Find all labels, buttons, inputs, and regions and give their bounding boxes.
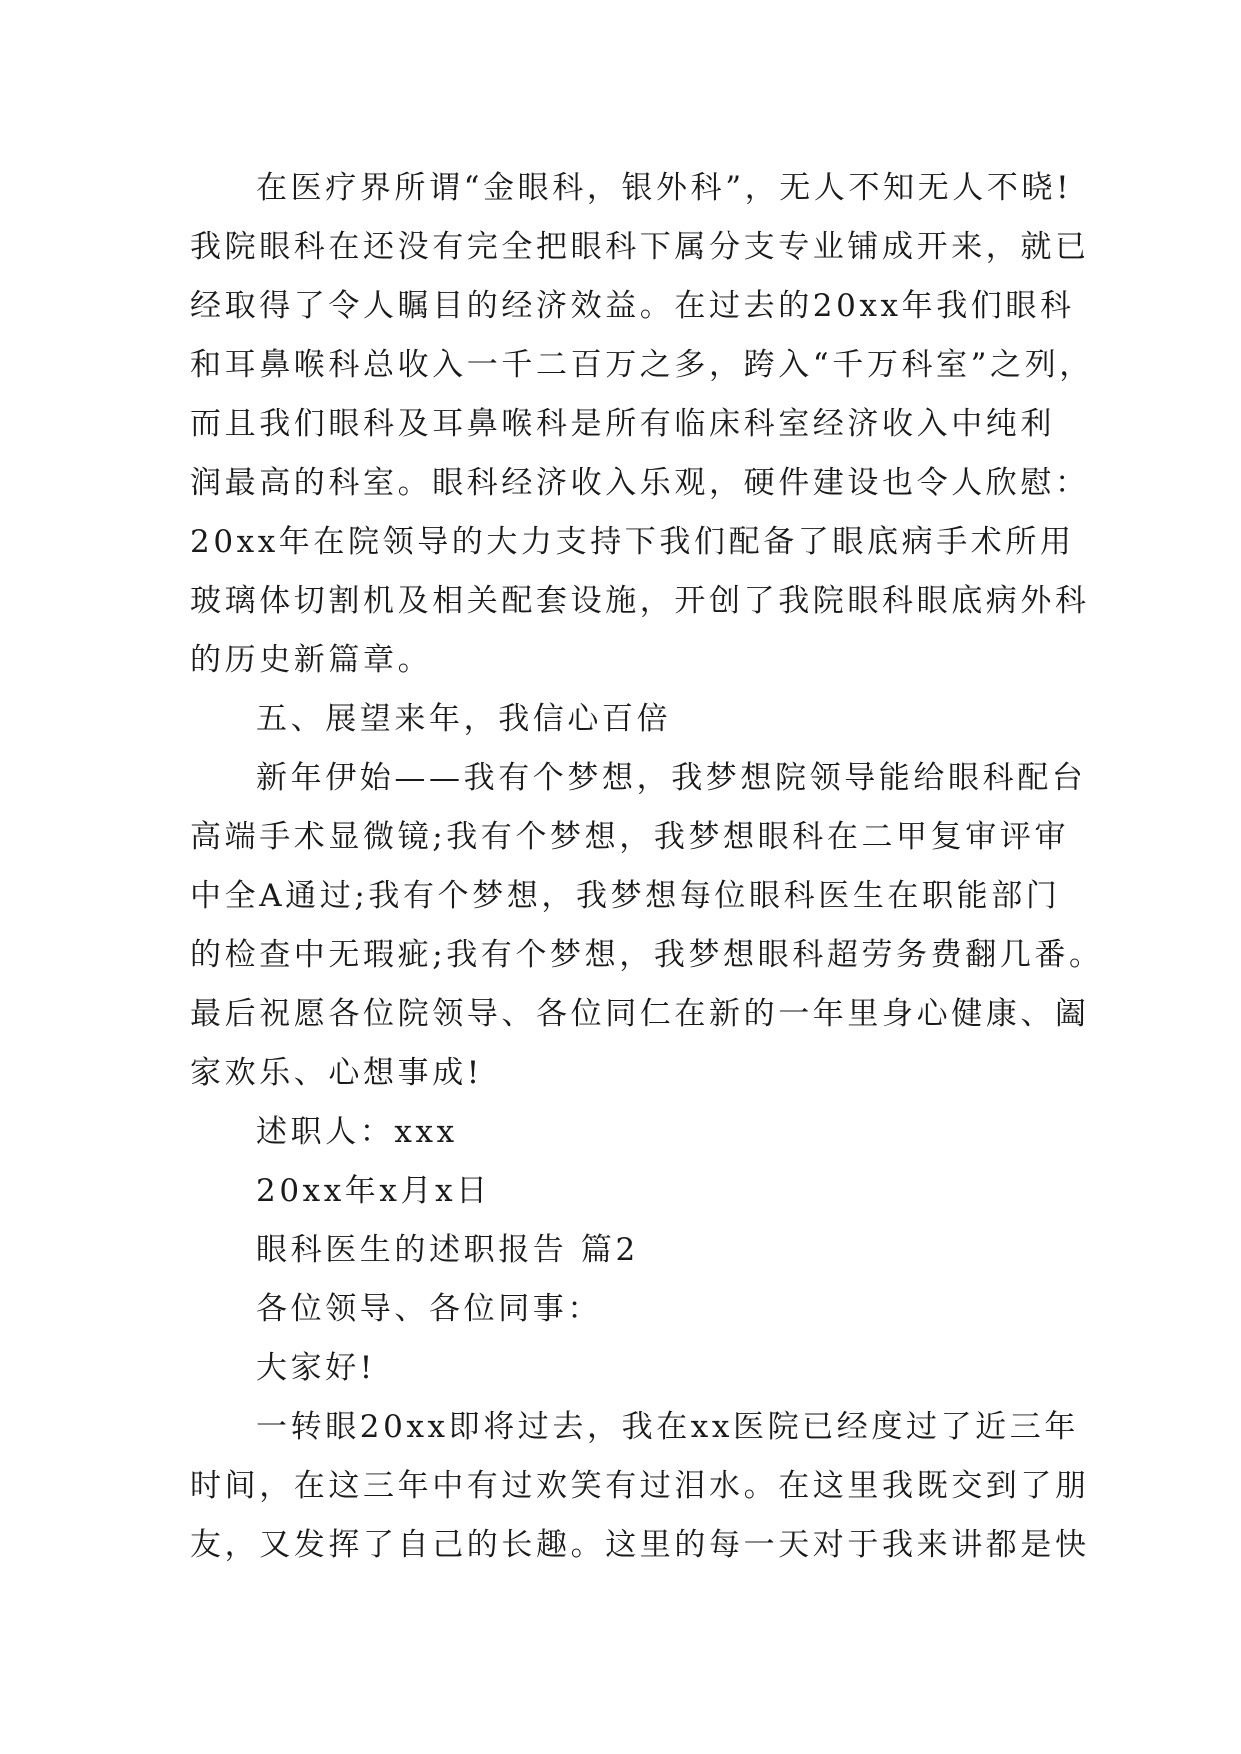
paragraph-line: 润最高的科室。眼科经济收入乐观，硬件建设也令人欣慰： <box>190 465 1090 501</box>
paragraph-line: 友，又发挥了自己的长趣。这里的每一天对于我来讲都是快 <box>190 1527 1090 1563</box>
reporter-line: 述职人：xxx <box>256 1114 458 1150</box>
paragraph-line: 在医疗界所谓“金眼科，银外科”，无人不知无人不晓! <box>256 170 1073 206</box>
paragraph-line: 我院眼科在还没有完全把眼科下属分支专业铺成开来，就已 <box>190 229 1090 265</box>
greeting: 大家好! <box>256 1350 376 1386</box>
date-line: 20xx年x月x日 <box>256 1173 491 1209</box>
paragraph-line: 20xx年在院领导的大力支持下我们配备了眼底病手术所用 <box>190 524 1075 560</box>
paragraph-line: 的历史新篇章。 <box>190 642 433 678</box>
report-title: 眼科医生的述职报告 篇2 <box>256 1232 639 1268</box>
paragraph-line: 和耳鼻喉科总收入一千二百万之多，跨入“千万科室”之列， <box>190 347 1094 383</box>
paragraph-line: 经取得了令人瞩目的经济效益。在过去的20xx年我们眼科 <box>190 288 1075 324</box>
paragraph-line: 高端手术显微镜;我有个梦想，我梦想眼科在二甲复审评审 <box>190 819 1070 855</box>
salutation: 各位领导、各位同事： <box>256 1291 602 1327</box>
paragraph-line: 新年伊始——我有个梦想，我梦想院领导能给眼科配台 <box>256 760 1087 796</box>
paragraph-line: 而且我们眼科及耳鼻喉科是所有临床科室经济收入中纯利 <box>190 406 1055 442</box>
paragraph-line: 中全A通过;我有个梦想，我梦想每位眼科医生在职能部门 <box>190 878 1061 914</box>
paragraph-line: 最后祝愿各位院领导、各位同仁在新的一年里身心健康、阖 <box>190 996 1090 1032</box>
section-heading: 五、展望来年，我信心百倍 <box>256 701 672 737</box>
paragraph-line: 时间，在这三年中有过欢笑有过泪水。在这里我既交到了朋 <box>190 1468 1090 1504</box>
paragraph-line: 的检查中无瑕疵;我有个梦想，我梦想眼科超劳务费翻几番。 <box>190 937 1104 973</box>
paragraph-line: 玻璃体切割机及相关配套设施，开创了我院眼科眼底病外科 <box>190 583 1090 619</box>
paragraph-line: 一转眼20xx即将过去，我在xx医院已经度过了近三年 <box>256 1409 1079 1445</box>
paragraph-line: 家欢乐、心想事成! <box>190 1055 483 1091</box>
